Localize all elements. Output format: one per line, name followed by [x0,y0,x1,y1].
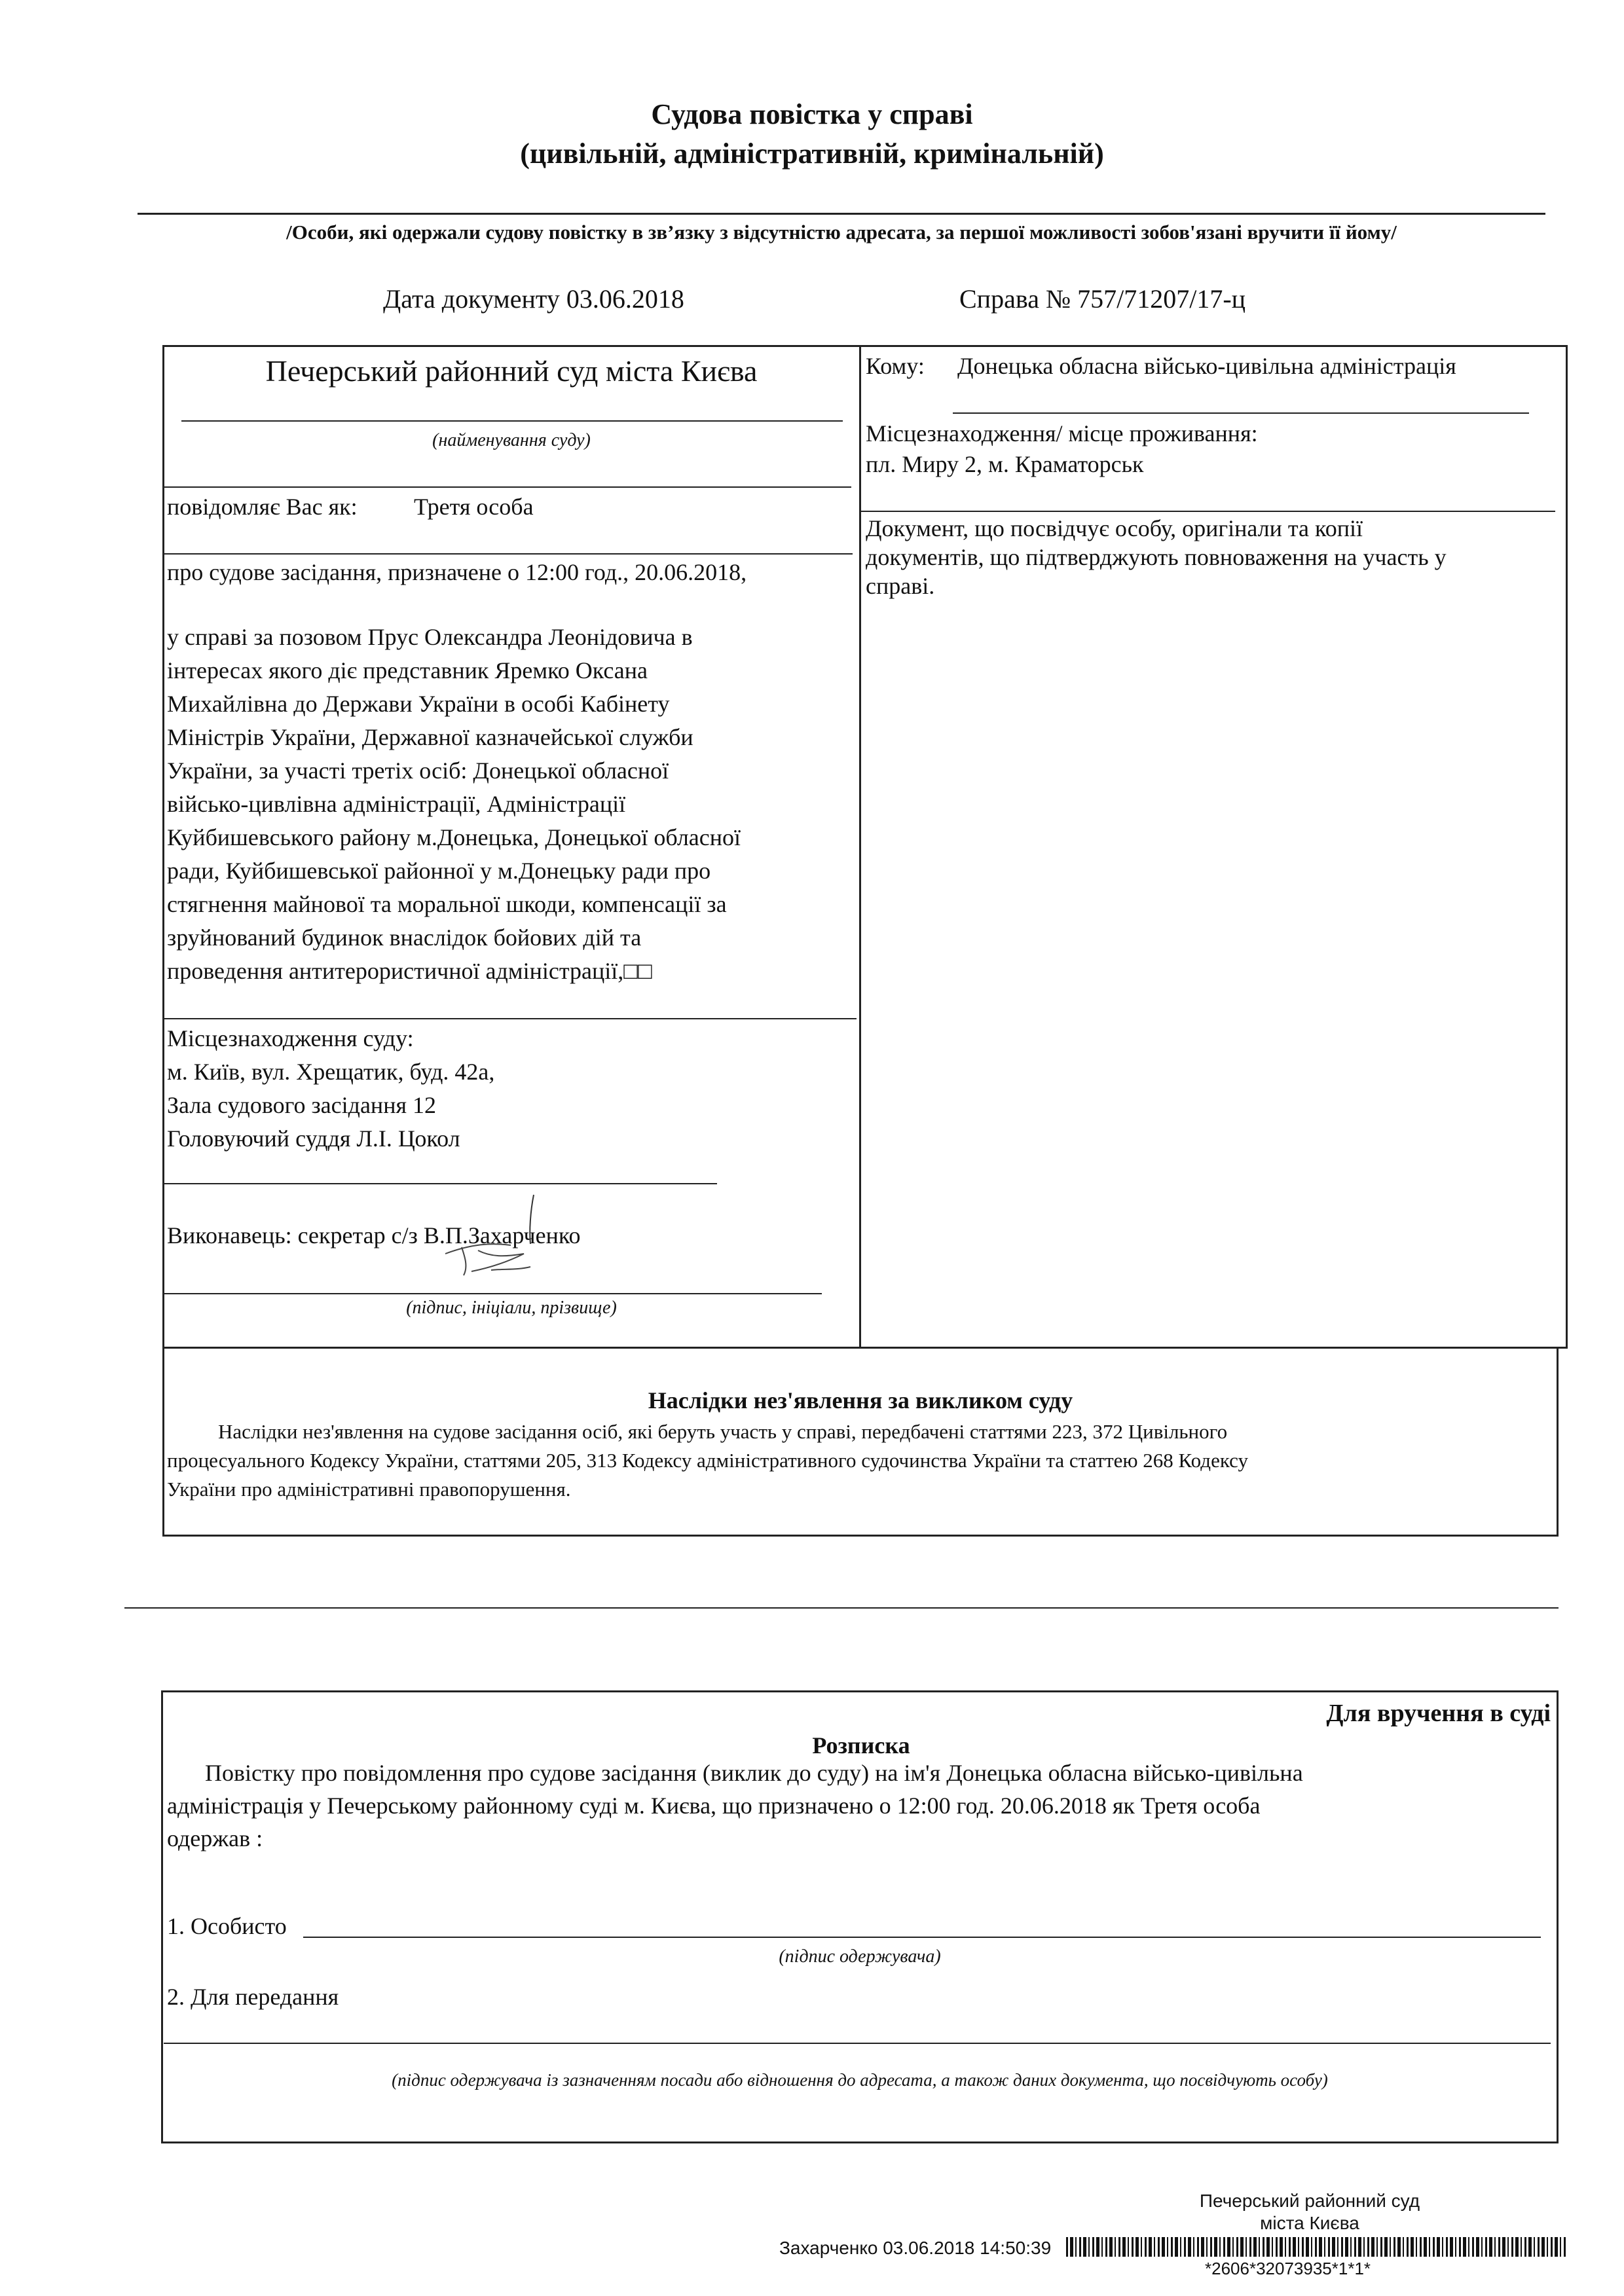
id-document-line: документів, що підтверджують повноваження на участь у [866,544,1447,570]
personally-signature-line [303,1937,1541,1938]
personally-label: 1. Особисто [167,1913,287,1939]
right-separator [861,511,1555,512]
document-subtitle: (цивільній, адміністративній, кримінальній) [520,137,1104,170]
recipient-label: Кому: [866,353,925,379]
consequences-text [167,1417,1555,1504]
separator-4 [164,1183,717,1184]
id-document-line: справі. [866,573,935,599]
tear-line [124,1607,1559,1609]
signature-caption: (підпис, ініціали, прізвище) [406,1298,617,1318]
footer-court-line: Печерський районний суд [1199,2191,1420,2211]
receipt-line: Повістку про повідомлення про судове засідання (виклик до суду) на ім'я Донецька обласна військо-цивільна [205,1760,1303,1786]
transfer-signature-caption: (підпис одержувача із зазначенням посади або відношення до адресата, а також даних документа, що посвідчують особу) [392,2070,1328,2090]
separator-2 [164,553,853,555]
receipt-line: одержав : [167,1825,263,1851]
location-line: Місцезнаходження суду: [167,1025,414,1051]
id-document-line: Документ, що посвідчує особу, оригінали та копії [866,515,1363,541]
case-line: Куйбишевського району м.Донецька, Донецької обласної [167,824,741,850]
court-name-line [181,420,843,422]
barcode [1066,2237,1567,2257]
location-line: м. Київ, вул. Хрещатик, буд. 42а, [167,1059,495,1085]
separator-1 [164,486,851,488]
transfer-signature-line [164,2043,1551,2044]
court-name-caption: (найменування суду) [432,430,591,450]
handwritten-signature [432,1192,550,1290]
hearing-info: про судове засідання, призначене о 12:00 год., 20.06.2018, [167,559,747,585]
column-divider [859,345,861,1349]
barcode-number: *2606*32073935*1*1* [1205,2259,1371,2278]
signature-line [164,1293,822,1294]
case-line: стягнення майнової та моральної шкоди, компенсації за [167,891,727,917]
case-line: зруйнований будинок внаслідок бойових дій та [167,924,642,951]
footer-court-name [1179,2190,1441,2234]
case-line: у справі за позовом Прус Олександра Леонідовича в [167,624,693,650]
for-court-label: Для вручення в суді [1326,1700,1551,1727]
recipient-signature-caption: (підпис одержувача) [779,1946,941,1967]
consequences-line: України про адміністративні правопорушення. [167,1478,571,1501]
consequences-line: Наслідки нез'явлення на судове засідання осіб, які беруть участь у справі, передбачені статтями 223, 372 Цивільного [218,1420,1228,1443]
document-date: Дата документу 03.06.2018 [383,284,684,314]
recipient-value: Донецька обласна військо-цивільна адміністрація [957,353,1456,379]
residence-value: пл. Миру 2, м. Краматорськ [866,451,1144,477]
residence-label: Місцезнаходження/ місце проживання: [866,420,1258,446]
court-location [167,1022,494,1156]
case-line: ради, Куйбишевської районної у м.Донецьку ради про [167,858,711,884]
case-line: військо-цивлівна адміністрації, Адміністрації [167,791,626,817]
case-line: проведення антитерористичної адміністрації,□□ [167,958,652,984]
case-line: Михайлівна до Держави України в особі Кабінету [167,691,670,717]
receipt-line: адміністрація у Печерському районному суді м. Києва, що призначено о 12:00 год. 20.06.2018 як Третя особа [167,1793,1261,1819]
executor: Виконавець: секретар с/з В.П.Захарченко [167,1222,581,1248]
recipient-line [953,412,1529,414]
receipt-text [167,1757,1555,1855]
id-document-note [866,514,1560,600]
notify-label: повідомляє Вас як: [167,494,358,520]
footer-court-line: міста Києва [1260,2213,1359,2233]
divider-top [138,213,1545,215]
consequences-line: процесуального Кодексу України, статтями 205, 313 Кодексу адміністративного судочинства України та статтею 268 Кодексу [167,1449,1248,1472]
consequences-title: Наслідки нез'явлення за викликом суду [648,1387,1073,1413]
case-line: інтересах якого діє представник Яремко Оксана [167,657,648,683]
transfer-label: 2. Для передання [167,1984,339,2010]
location-line: Головуючий суддя Л.І. Цокол [167,1125,460,1152]
separator-3 [164,1018,857,1019]
document-title: Судова повістка у справі [651,98,973,130]
case-line: України, за участі третіх осіб: Донецької обласної [167,757,669,784]
footer-stamp: Захарченко 03.06.2018 14:50:39 [779,2238,1052,2258]
notify-role: Третя особа [414,494,534,520]
court-name: Печерський районний суд міста Києва [265,354,758,388]
location-line: Зала судового засідання 12 [167,1092,437,1118]
receipt-title: Розписка [812,1732,910,1758]
delivery-notice: /Особи, які одержали судову повістку в зв’язку з відсутністю адресата, за першої можливості зобов'язані вручити її йому/ [286,221,1397,244]
case-description [167,621,858,988]
case-line: Міністрів України, Державної казначейської служби [167,724,693,750]
case-number: Справа № 757/71207/17-ц [959,284,1246,314]
